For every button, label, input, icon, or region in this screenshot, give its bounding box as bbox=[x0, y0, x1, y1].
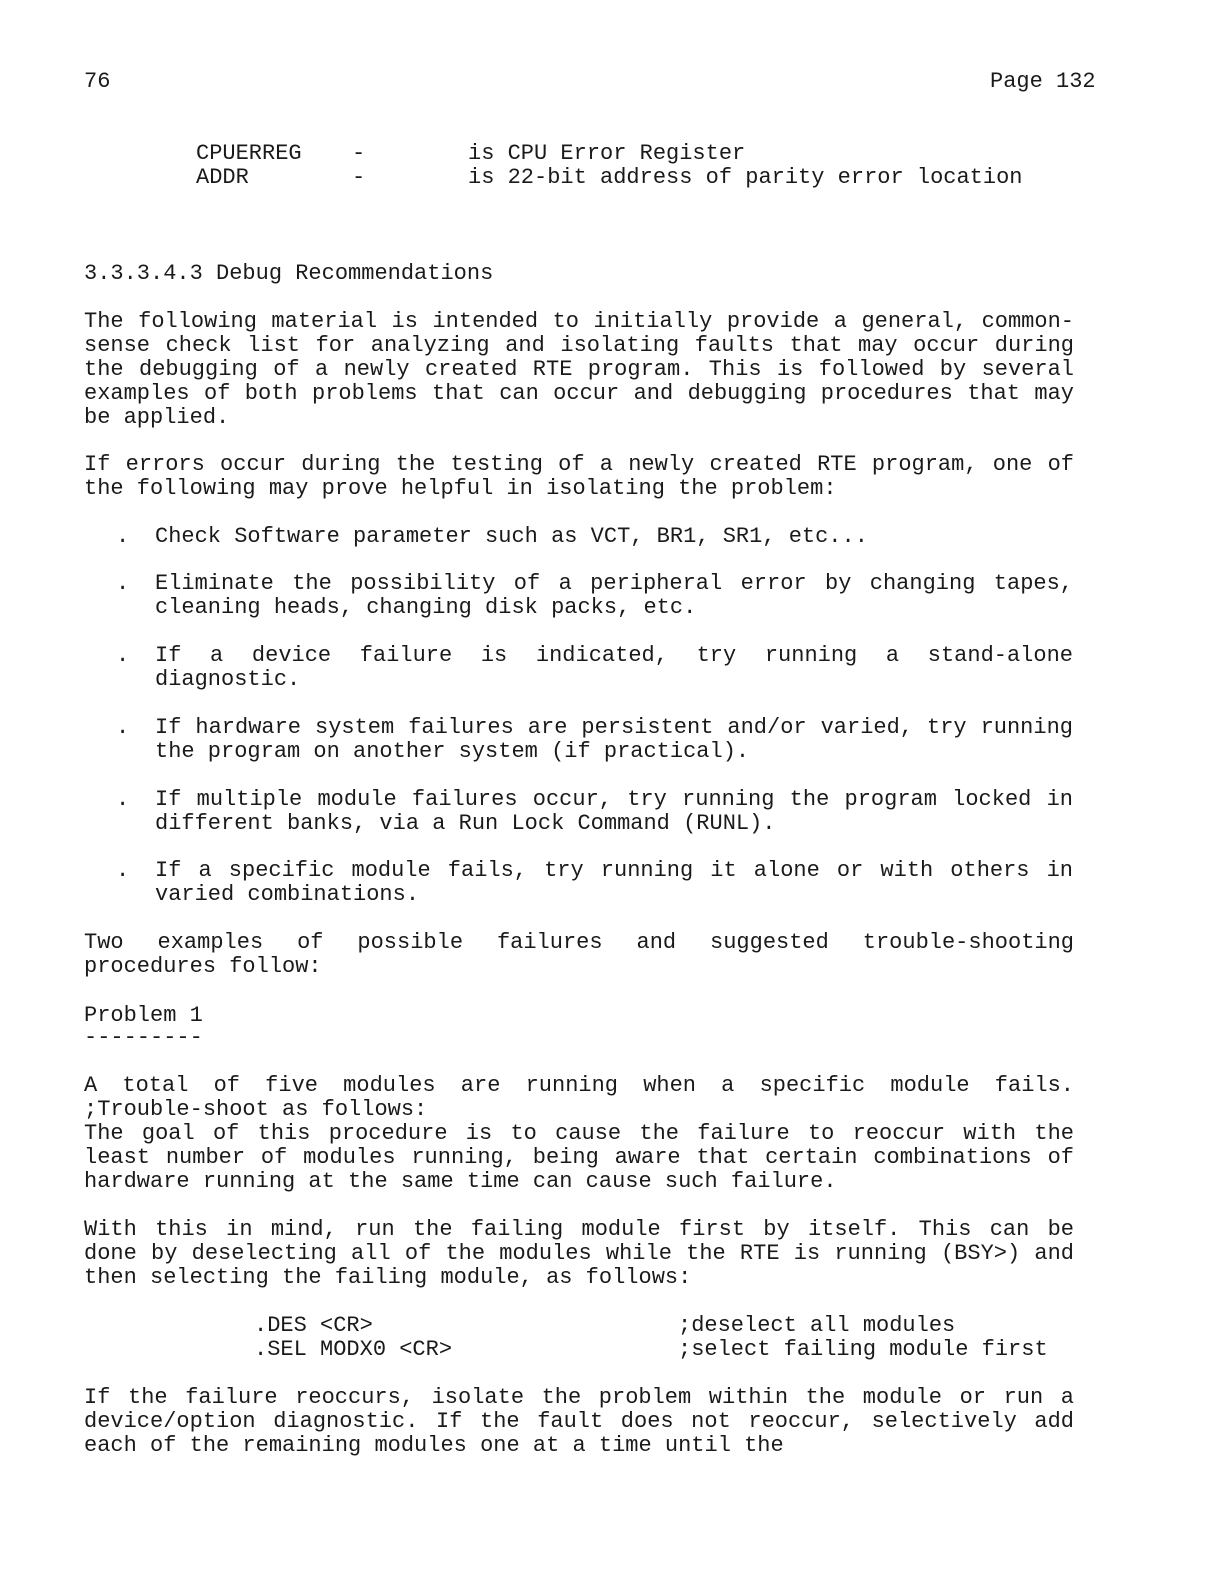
problem-description: A total of five modules are running when a specific module fails. ;Trouble-shoot as follows: bbox=[84, 1073, 1074, 1122]
procedure-goal-paragraph: The goal of this procedure is to cause the failure to reoccur with the least number of modules running, being aware that certain combinations of hardware running at the same time can cause such failure. bbox=[84, 1121, 1074, 1194]
list-item: Eliminate the possibility of a peripheral error by changing tapes, cleaning heads, changing disk packs, etc. bbox=[155, 571, 1073, 620]
definition-term: CPUERREG bbox=[196, 141, 302, 166]
list-item: Check Software parameter such as VCT, BR1, SR1, etc... bbox=[155, 524, 868, 549]
isolation-paragraph: If the failure reoccurs, isolate the problem within the module or run a device/option diagnostic. If the fault does not reoccur, selectively add each of the remaining modules one at a time until the bbox=[84, 1385, 1074, 1458]
intro-paragraph: The following material is intended to initially provide a general, common-sense check list for analyzing and isolating faults that may occur during the debugging of a newly created RTE program. This is followed by several examples of both problems that can occur and debugging procedures that may be applied. bbox=[84, 309, 1074, 430]
command-code: .SEL MODX0 <CR> bbox=[254, 1337, 453, 1362]
list-item: If multiple module failures occur, try running the program locked in different banks, via a Run Lock Command (RUNL). bbox=[155, 787, 1073, 836]
page-number-right: Page 132 bbox=[990, 69, 1096, 94]
command-comment: ;select failing module first bbox=[678, 1337, 1048, 1362]
examples-paragraph: Two examples of possible failures and suggested trouble-shooting procedures follow: bbox=[84, 930, 1074, 979]
definition-row bbox=[196, 142, 1076, 166]
definition-row bbox=[196, 166, 1076, 190]
definition-description: is CPU Error Register bbox=[468, 141, 746, 166]
problem-title: Problem 1 bbox=[84, 1003, 203, 1028]
bullet-marker: . bbox=[116, 643, 130, 668]
definition-dash: - bbox=[352, 141, 366, 166]
list-item: If a specific module fails, try running it alone or with others in varied combinations. bbox=[155, 858, 1073, 907]
problem-underline: --------- bbox=[84, 1025, 203, 1050]
bullet-marker: . bbox=[116, 571, 130, 596]
list-item: If hardware system failures are persistent and/or varied, try running the program on another system (if practical). bbox=[155, 715, 1073, 764]
command-row bbox=[254, 1314, 1084, 1338]
definition-description: is 22-bit address of parity error location bbox=[468, 165, 1023, 190]
errors-paragraph: If errors occur during the testing of a newly created RTE program, one of the following may prove helpful in isolating the problem: bbox=[84, 452, 1074, 501]
section-heading: 3.3.3.4.3 Debug Recommendations bbox=[84, 261, 494, 286]
bullet-marker: . bbox=[116, 715, 130, 740]
command-code: .DES <CR> bbox=[254, 1313, 373, 1338]
definition-dash: - bbox=[352, 165, 366, 190]
page-number-left: 76 bbox=[84, 69, 111, 94]
list-item: If a device failure is indicated, try running a stand-alone diagnostic. bbox=[155, 643, 1073, 692]
bullet-marker: . bbox=[116, 858, 130, 883]
definition-term: ADDR bbox=[196, 165, 249, 190]
command-row bbox=[254, 1338, 1084, 1362]
command-comment: ;deselect all modules bbox=[678, 1313, 956, 1338]
procedure-steps-paragraph: With this in mind, run the failing module first by itself. This can be done by deselecting all of the modules while the RTE is running (BSY>) and then selecting the failing module, as follows: bbox=[84, 1217, 1074, 1290]
bullet-marker: . bbox=[116, 787, 130, 812]
bullet-marker: . bbox=[116, 524, 130, 549]
